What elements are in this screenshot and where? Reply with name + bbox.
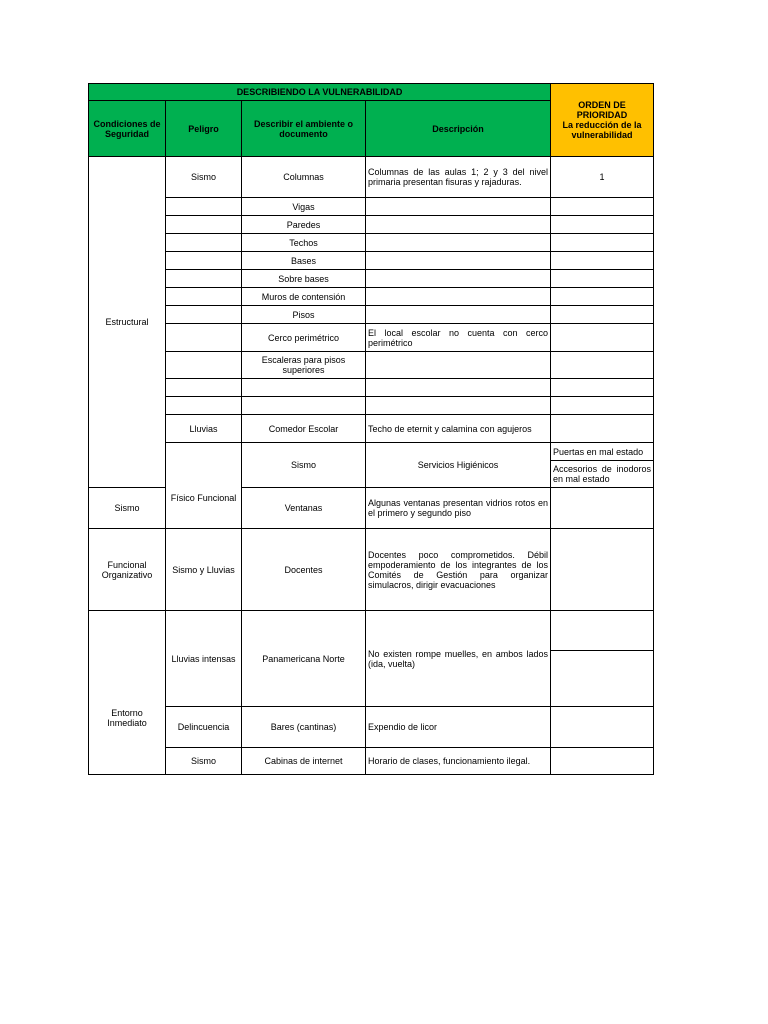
descripcion-cell: Columnas de las aulas 1; 2 y 3 del nivel primaria presentan fisuras y rajaduras. (366, 157, 551, 198)
peligro-cell: Sismo y Lluvias (166, 529, 242, 611)
descripcion-cell: Expendio de licor (366, 707, 551, 748)
peligro-cell: Sismo (166, 157, 242, 198)
peligro-cell: Delincuencia (166, 707, 242, 748)
prioridad-cell (551, 288, 654, 306)
prioridad-cell (551, 748, 654, 775)
ambiente-cell: Docentes (242, 529, 366, 611)
descripcion-cell (366, 198, 551, 216)
condicion-funcional-organizativo: Funcional Organizativo (89, 529, 166, 611)
peligro-cell (166, 216, 242, 234)
descripcion-cell (366, 270, 551, 288)
peligro-cell (166, 306, 242, 324)
ambiente-cell: Ventanas (242, 488, 366, 529)
priority-line2: La reducción de la vulnerabilidad (562, 120, 642, 140)
col-header-condiciones: Condiciones de Seguridad (89, 101, 166, 157)
descripcion-cell (366, 234, 551, 252)
descripcion-cell: El local escolar no cuenta con cerco perimétrico (366, 324, 551, 352)
ambiente-cell: Bases (242, 252, 366, 270)
peligro-cell (166, 397, 242, 415)
peligro-cell: Lluvias (166, 415, 242, 443)
col-header-peligro: Peligro (166, 101, 242, 157)
peligro-cell (166, 252, 242, 270)
prioridad-cell (551, 198, 654, 216)
condicion-estructural: Estructural (89, 157, 166, 488)
ambiente-cell: Pisos (242, 306, 366, 324)
table-title: DESCRIBIENDO LA VULNERABILIDAD (89, 84, 551, 101)
priority-header (551, 84, 654, 157)
ambiente-cell: Comedor Escolar (242, 415, 366, 443)
ambiente-cell: Bares (cantinas) (242, 707, 366, 748)
descripcion-cell (366, 397, 551, 415)
ambiente-cell (242, 397, 366, 415)
prioridad-cell (551, 397, 654, 415)
descripcion-cell (366, 216, 551, 234)
condicion-entorno-inmediato: Entorno Inmediato (89, 611, 166, 775)
ambiente-cell: Paredes (242, 216, 366, 234)
vulnerability-table (88, 83, 654, 775)
ambiente-cell (242, 379, 366, 397)
prioridad-cell (551, 415, 654, 443)
ambiente-cell: Sobre bases (242, 270, 366, 288)
peligro-cell: Sismo (242, 443, 366, 488)
ambiente-cell: Muros de contensión (242, 288, 366, 306)
prioridad-cell (551, 488, 654, 529)
col-header-ambiente: Describir el ambiente o documento (242, 101, 366, 157)
descripcion-cell: Techo de eternit y calamina con agujeros (366, 415, 551, 443)
peligro-cell (166, 352, 242, 379)
descripcion-cell (366, 252, 551, 270)
descripcion-cell (366, 306, 551, 324)
descripcion-cell: Puertas en mal estado (551, 443, 654, 461)
peligro-cell (166, 198, 242, 216)
prioridad-cell (551, 651, 654, 707)
prioridad-cell (551, 234, 654, 252)
ambiente-cell: Columnas (242, 157, 366, 198)
descripcion-cell (366, 379, 551, 397)
col-header-descripcion: Descripción (366, 101, 551, 157)
peligro-cell (166, 234, 242, 252)
prioridad-cell: 1 (551, 157, 654, 198)
prioridad-cell (551, 324, 654, 352)
condicion-fisico-funcional: Físico Funcional (166, 443, 242, 529)
descripcion-cell: Horario de clases, funcionamiento ilegal. (366, 748, 551, 775)
ambiente-cell: Cabinas de internet (242, 748, 366, 775)
peligro-cell: Sismo (166, 748, 242, 775)
descripcion-cell: No existen rompe muelles, en ambos lados (ida, vuelta) (366, 611, 551, 707)
prioridad-cell (551, 707, 654, 748)
peligro-cell: Sismo (89, 488, 166, 529)
descripcion-cell: Algunas ventanas presentan vidrios rotos en el primero y segundo piso (366, 488, 551, 529)
prioridad-cell (551, 379, 654, 397)
ambiente-cell: Panamericana Norte (242, 611, 366, 707)
ambiente-cell: Vigas (242, 198, 366, 216)
descripcion-cell: Accesorios de inodoros en mal estado (551, 461, 654, 488)
prioridad-cell (551, 529, 654, 611)
descripcion-cell: Docentes poco comprometidos. Débil empoderamiento de los integrantes de los Comités de Gestión para organizar simulacros, dirigir evacuaciones (366, 529, 551, 611)
descripcion-cell (366, 288, 551, 306)
prioridad-cell (551, 352, 654, 379)
peligro-cell (166, 288, 242, 306)
prioridad-cell (551, 611, 654, 651)
descripcion-cell (366, 352, 551, 379)
peligro-cell (166, 270, 242, 288)
prioridad-cell (551, 252, 654, 270)
priority-line1: ORDEN DE PRIORIDAD (576, 100, 628, 120)
ambiente-cell: Servicios Higiénicos (366, 443, 551, 488)
prioridad-cell (551, 216, 654, 234)
peligro-cell (166, 379, 242, 397)
ambiente-cell: Escaleras para pisos superiores (242, 352, 366, 379)
peligro-cell (166, 324, 242, 352)
prioridad-cell (551, 306, 654, 324)
peligro-cell: Lluvias intensas (166, 611, 242, 707)
prioridad-cell (551, 270, 654, 288)
ambiente-cell: Techos (242, 234, 366, 252)
ambiente-cell: Cerco perimétrico (242, 324, 366, 352)
